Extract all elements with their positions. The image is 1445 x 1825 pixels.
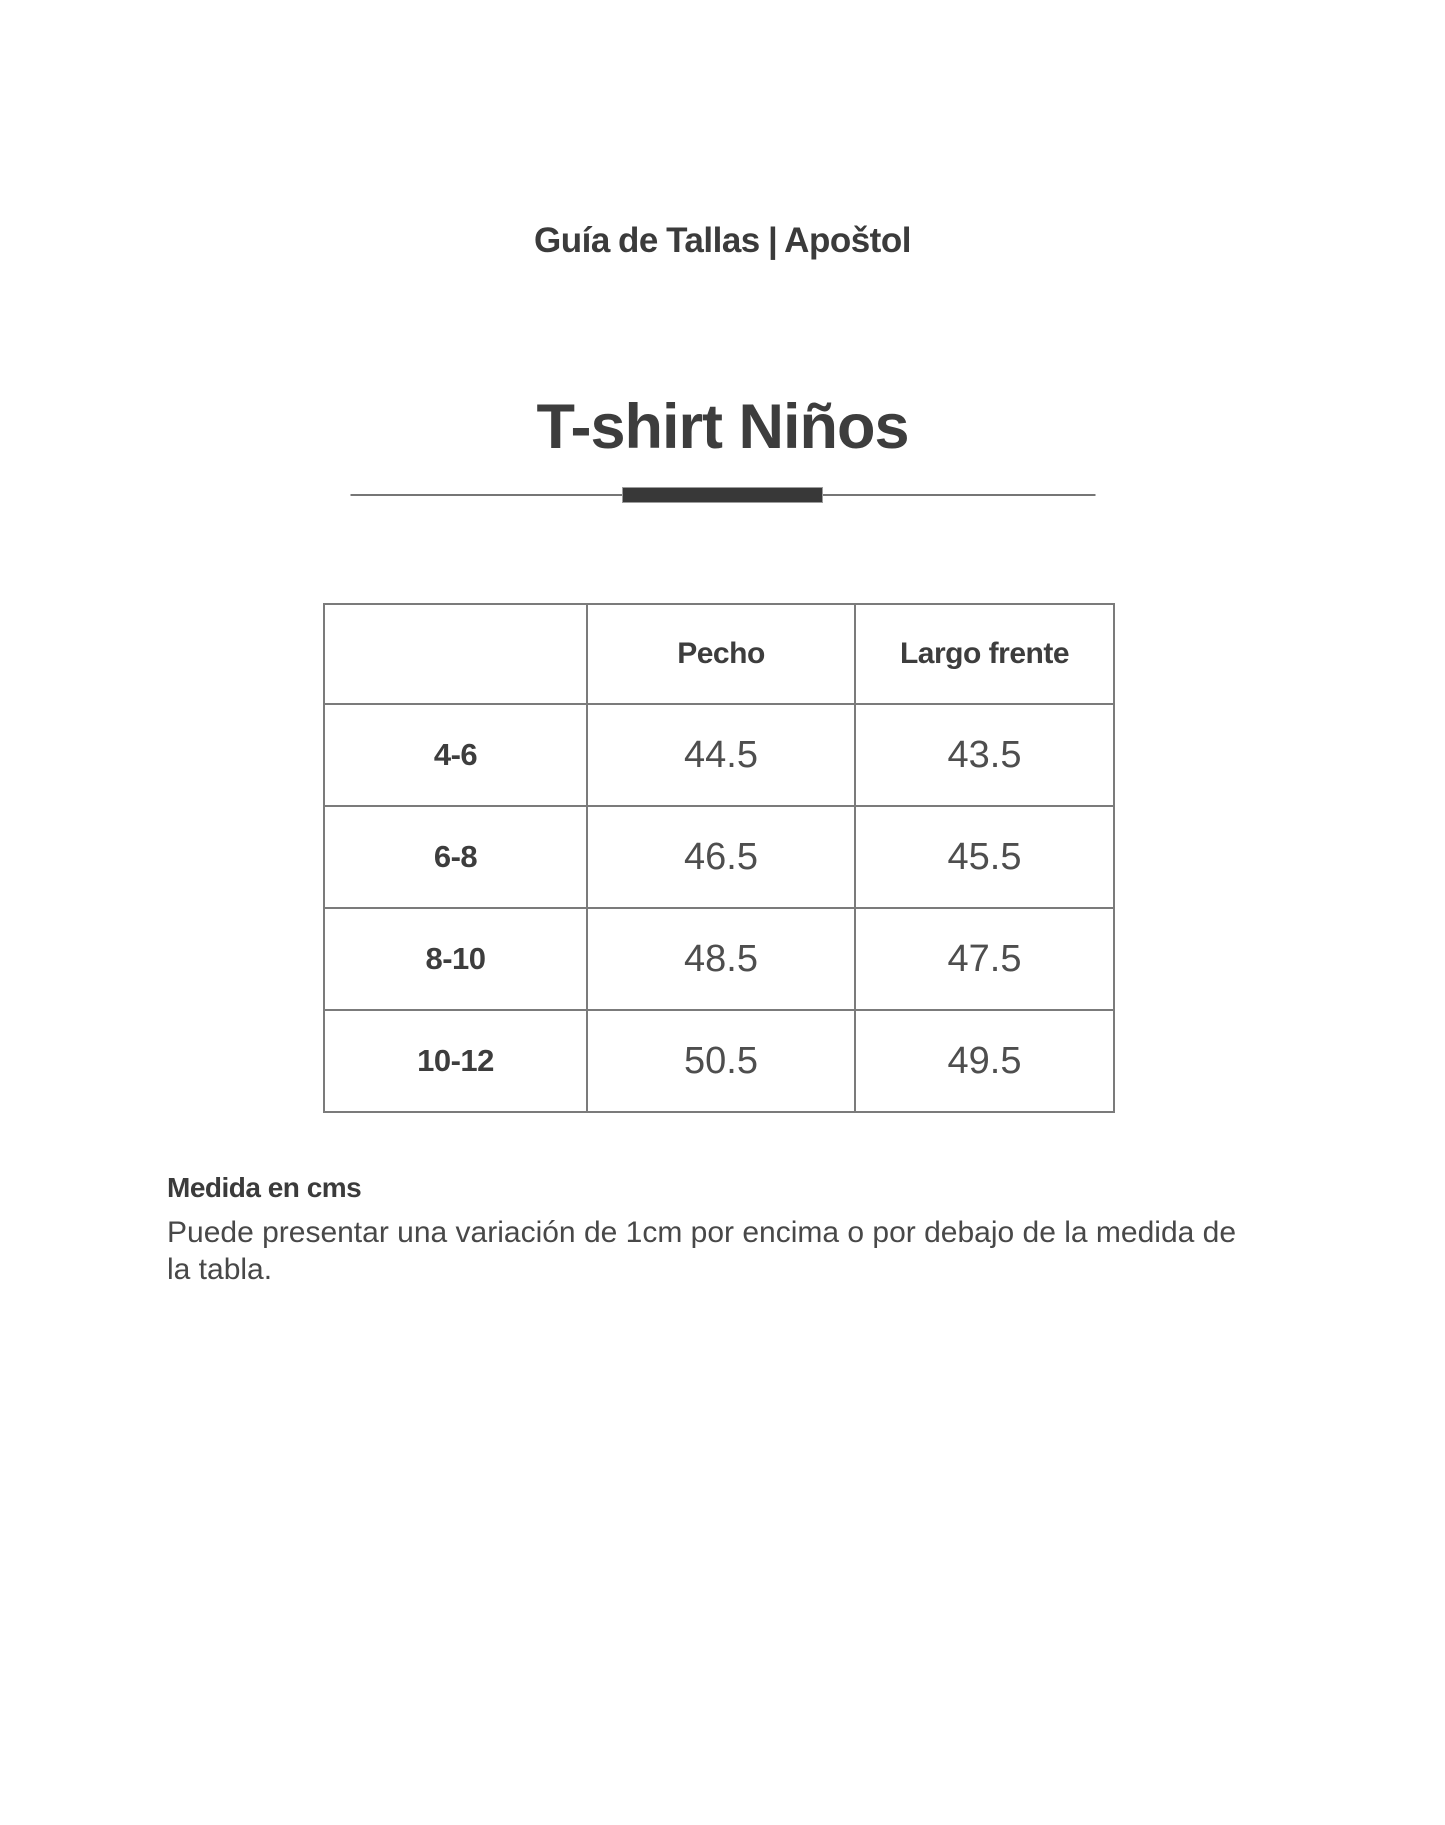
footnote-title: Medida en cms xyxy=(167,1172,362,1203)
divider-accent-bar xyxy=(622,487,823,503)
table-header-row xyxy=(324,604,1114,704)
footnote-body-line: Puede presentar una variación de 1cm por encima o por debajo de la medida de xyxy=(167,1216,1237,1249)
footnote xyxy=(167,1172,1357,1288)
size-label: 6-8 xyxy=(324,806,587,908)
table-row xyxy=(324,1010,1114,1112)
size-table xyxy=(323,603,1115,1113)
pecho-value: 44.5 xyxy=(587,704,855,806)
footnote-body xyxy=(167,1214,1357,1288)
table-row xyxy=(324,704,1114,806)
product-heading: T-shirt Niños xyxy=(536,392,909,462)
size-label: 10-12 xyxy=(324,1010,587,1112)
pecho-value: 48.5 xyxy=(587,908,855,1010)
largo-frente-value: 49.5 xyxy=(855,1010,1114,1112)
size-column-header xyxy=(324,604,587,704)
largo-frente-value: 47.5 xyxy=(855,908,1114,1010)
table-row xyxy=(324,908,1114,1010)
pecho-value: 50.5 xyxy=(587,1010,855,1112)
table-row xyxy=(324,806,1114,908)
size-label: 4-6 xyxy=(324,704,587,806)
largo-frente-column-header: Largo frente xyxy=(855,604,1114,704)
page-title: Guía de Tallas | Apoštol xyxy=(534,221,911,260)
largo-frente-value: 43.5 xyxy=(855,704,1114,806)
pecho-column-header: Pecho xyxy=(587,604,855,704)
largo-frente-value: 45.5 xyxy=(855,806,1114,908)
size-label: 8-10 xyxy=(324,908,587,1010)
pecho-value: 46.5 xyxy=(587,806,855,908)
footnote-body-line: la tabla. xyxy=(167,1253,273,1286)
section-divider xyxy=(350,487,1095,503)
